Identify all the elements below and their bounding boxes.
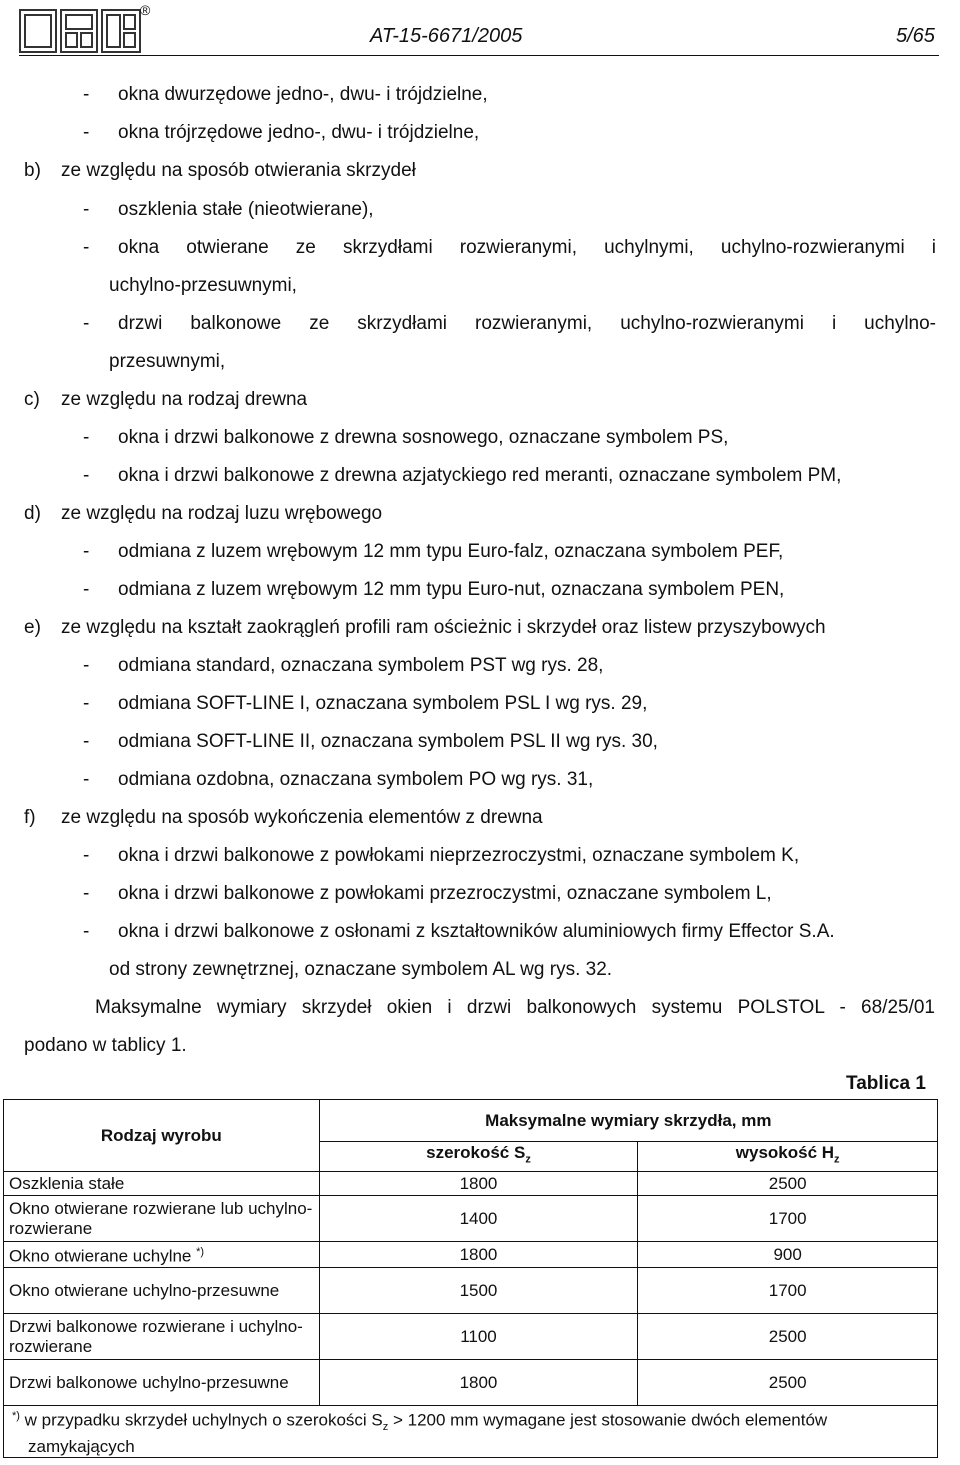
page-number: 5/65 [896,25,935,47]
table-footnote-row [4,1406,938,1458]
footnote-marker: *) [196,1246,205,1259]
table-footnote: *) w przypadku skrzydeł uchylnych o szerokości $S_z > 1200$ mm wymagane jest stosowanie dwóch elementów zamykających [4,1406,938,1458]
cell-product: Okno otwierane uchylno-przesuwne [4,1268,320,1314]
cell-height: 2500 [638,1360,938,1406]
column-header-group: Maksymalne wymiary skrzydła, mm [319,1100,937,1142]
cell-height: 900 [638,1242,938,1268]
document-id: AT-15-6671/2005 [370,25,523,47]
table-row [4,1314,938,1360]
cell-width: 1800 [319,1242,638,1268]
cell-product: Drzwi balkonowe rozwierane i uchylno-rozwierane [4,1314,320,1360]
cell-product: Okno otwierane rozwierane lub uchylno-rozwierane [4,1196,320,1242]
table-row [4,1360,938,1406]
registered-mark: ® [140,2,151,18]
cell-height: 1700 [638,1268,938,1314]
table-row [4,1268,938,1314]
table-row [4,1196,938,1242]
column-header-width: szerokość $S_z$ [319,1142,638,1172]
cell-height: 2500 [638,1172,938,1196]
cell-product: Oszklenia stałe [4,1172,320,1196]
itb-logo [19,9,141,53]
header-rule [19,55,939,56]
dimensions-table [3,1099,938,1458]
cell-product: Drzwi balkonowe uchylno-przesuwne [4,1360,320,1406]
cell-width: 1500 [319,1268,638,1314]
cell-width: 1800 [319,1360,638,1406]
table-row [4,1242,938,1268]
cell-width: 1400 [319,1196,638,1242]
cell-width: 1800 [319,1172,638,1196]
column-header-product: Rodzaj wyrobu [4,1100,320,1172]
cell-height: 1700 [638,1196,938,1242]
column-header-height: wysokość $H_z$ [638,1142,938,1172]
cell-product: Okno otwierane uchylne *) [4,1242,320,1268]
cell-width: 1100 [319,1314,638,1360]
table-caption: Tablica 1 [846,1073,926,1094]
cell-height: 2500 [638,1314,938,1360]
table-row [4,1172,938,1196]
